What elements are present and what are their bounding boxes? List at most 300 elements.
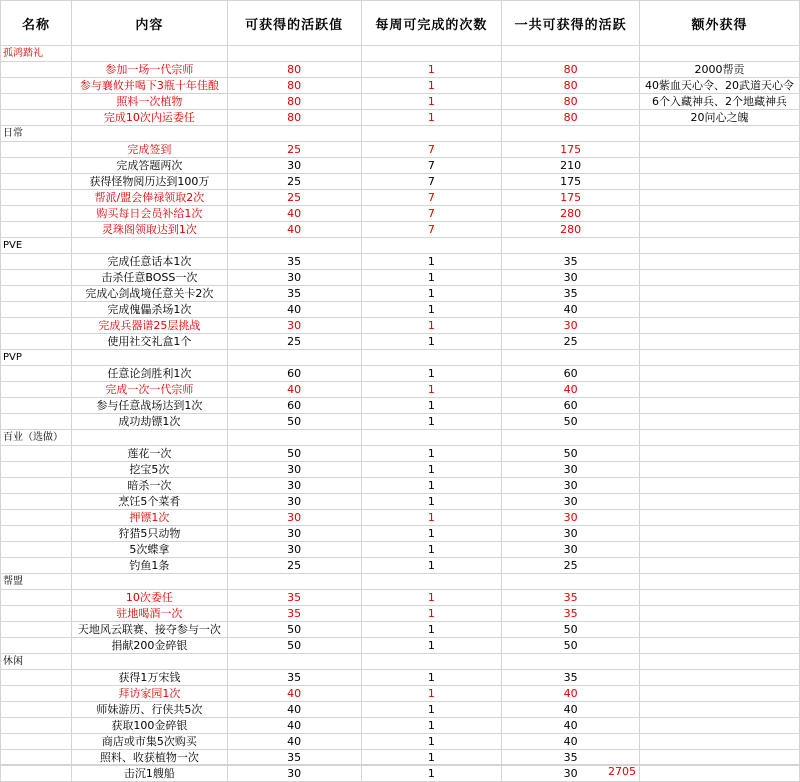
- name-cell[interactable]: [1, 766, 72, 782]
- points-cell[interactable]: 25: [227, 558, 361, 574]
- extra-cell[interactable]: [640, 590, 800, 606]
- empty-cell[interactable]: [361, 350, 502, 366]
- empty-cell[interactable]: [71, 350, 227, 366]
- extra-cell[interactable]: [640, 766, 800, 782]
- total-cell[interactable]: 175: [502, 190, 640, 206]
- table-row: [1, 270, 800, 286]
- total-cell[interactable]: 175: [502, 142, 640, 158]
- total-cell[interactable]: 280: [502, 206, 640, 222]
- points-cell[interactable]: 25: [227, 190, 361, 206]
- header-name[interactable]: 名称: [1, 1, 72, 46]
- name-cell[interactable]: [1, 414, 72, 430]
- times-cell[interactable]: 1: [361, 382, 502, 398]
- total-cell[interactable]: 25: [502, 558, 640, 574]
- empty-cell[interactable]: [640, 238, 800, 254]
- points-cell[interactable]: 25: [227, 142, 361, 158]
- header-weekly-times[interactable]: 每周可完成的次数: [361, 1, 502, 46]
- content-cell[interactable]: 拜访家园1次: [71, 686, 227, 702]
- points-cell[interactable]: 35: [227, 590, 361, 606]
- total-cell[interactable]: 40: [502, 718, 640, 734]
- content-cell[interactable]: 照料、收获植物一次: [71, 750, 227, 766]
- total-cell[interactable]: 35: [502, 590, 640, 606]
- empty-cell[interactable]: [640, 430, 800, 446]
- times-cell[interactable]: 7: [361, 142, 502, 158]
- empty-cell[interactable]: [71, 126, 227, 142]
- extra-cell[interactable]: [640, 334, 800, 350]
- total-cell[interactable]: 25: [502, 334, 640, 350]
- extra-cell[interactable]: [640, 206, 800, 222]
- extra-cell[interactable]: [640, 286, 800, 302]
- name-cell[interactable]: [1, 510, 72, 526]
- extra-cell[interactable]: [640, 190, 800, 206]
- times-cell[interactable]: 1: [361, 462, 502, 478]
- table-row: [1, 718, 800, 734]
- content-cell[interactable]: 押镖1次: [71, 510, 227, 526]
- extra-cell[interactable]: [640, 382, 800, 398]
- total-cell[interactable]: 30: [502, 478, 640, 494]
- category-label[interactable]: 百业（选做）: [1, 430, 72, 446]
- points-cell[interactable]: 40: [227, 702, 361, 718]
- total-cell[interactable]: 35: [502, 606, 640, 622]
- empty-cell[interactable]: [71, 574, 227, 590]
- category-row-leisure: [1, 654, 800, 670]
- times-cell[interactable]: 1: [361, 670, 502, 686]
- grand-total[interactable]: 2705: [608, 765, 636, 778]
- points-cell[interactable]: 50: [227, 414, 361, 430]
- extra-cell[interactable]: 6个入藏神兵、2个地藏神兵: [640, 94, 800, 110]
- empty-cell[interactable]: [502, 238, 640, 254]
- extra-cell[interactable]: [640, 734, 800, 750]
- name-cell[interactable]: [1, 286, 72, 302]
- content-cell[interactable]: 完成一次一代宗师: [71, 382, 227, 398]
- total-cell[interactable]: 30: [502, 766, 640, 782]
- total-cell[interactable]: 175: [502, 174, 640, 190]
- extra-cell[interactable]: [640, 638, 800, 654]
- times-cell[interactable]: 1: [361, 414, 502, 430]
- total-cell[interactable]: 60: [502, 366, 640, 382]
- times-cell[interactable]: 1: [361, 78, 502, 94]
- empty-cell[interactable]: [640, 350, 800, 366]
- name-cell[interactable]: [1, 446, 72, 462]
- times-cell[interactable]: 1: [361, 446, 502, 462]
- points-cell[interactable]: 25: [227, 174, 361, 190]
- times-cell[interactable]: 1: [361, 526, 502, 542]
- extra-cell[interactable]: 40紫血天心令、20武道天心令: [640, 78, 800, 94]
- total-cell[interactable]: 30: [502, 526, 640, 542]
- total-cell[interactable]: 30: [502, 462, 640, 478]
- category-label[interactable]: 休闲: [1, 654, 72, 670]
- content-cell[interactable]: 帮派/盟会俸禄领取2次: [71, 190, 227, 206]
- times-cell[interactable]: 1: [361, 558, 502, 574]
- total-cell[interactable]: 50: [502, 638, 640, 654]
- name-cell[interactable]: [1, 638, 72, 654]
- total-cell[interactable]: 40: [502, 702, 640, 718]
- name-cell[interactable]: [1, 302, 72, 318]
- empty-cell[interactable]: [502, 574, 640, 590]
- name-cell[interactable]: [1, 606, 72, 622]
- extra-cell[interactable]: [640, 398, 800, 414]
- times-cell[interactable]: 1: [361, 622, 502, 638]
- name-cell[interactable]: [1, 334, 72, 350]
- times-cell[interactable]: 1: [361, 542, 502, 558]
- points-cell[interactable]: 35: [227, 670, 361, 686]
- empty-cell[interactable]: [227, 430, 361, 446]
- table-row: [1, 222, 800, 238]
- total-cell[interactable]: 30: [502, 542, 640, 558]
- table-row: [1, 414, 800, 430]
- points-cell[interactable]: 30: [227, 510, 361, 526]
- points-cell[interactable]: 30: [227, 478, 361, 494]
- extra-cell[interactable]: [640, 318, 800, 334]
- times-cell[interactable]: 1: [361, 334, 502, 350]
- name-cell[interactable]: [1, 590, 72, 606]
- points-cell[interactable]: 60: [227, 398, 361, 414]
- points-cell[interactable]: 50: [227, 622, 361, 638]
- extra-cell[interactable]: [640, 542, 800, 558]
- content-cell[interactable]: 钓鱼1条: [71, 558, 227, 574]
- empty-cell[interactable]: [227, 126, 361, 142]
- empty-cell[interactable]: [71, 430, 227, 446]
- name-cell[interactable]: [1, 686, 72, 702]
- table-row: [1, 606, 800, 622]
- category-row-pve: [1, 238, 800, 254]
- category-label[interactable]: 日常: [1, 126, 72, 142]
- name-cell[interactable]: [1, 542, 72, 558]
- extra-cell[interactable]: [640, 446, 800, 462]
- extra-cell[interactable]: [640, 526, 800, 542]
- times-cell[interactable]: 1: [361, 318, 502, 334]
- category-label[interactable]: 帮盟: [1, 574, 72, 590]
- content-cell[interactable]: 获得怪物阅历达到100万: [71, 174, 227, 190]
- times-cell[interactable]: 1: [361, 766, 502, 782]
- points-cell[interactable]: 40: [227, 222, 361, 238]
- name-cell[interactable]: [1, 622, 72, 638]
- times-cell[interactable]: 1: [361, 718, 502, 734]
- extra-cell[interactable]: [640, 478, 800, 494]
- content-cell[interactable]: 师妹游历、行侠共5次: [71, 702, 227, 718]
- empty-cell[interactable]: [361, 654, 502, 670]
- extra-cell[interactable]: [640, 510, 800, 526]
- empty-cell[interactable]: [502, 654, 640, 670]
- name-cell[interactable]: [1, 174, 72, 190]
- times-cell[interactable]: 1: [361, 286, 502, 302]
- content-cell[interactable]: 天地风云联赛、接夺参与一次: [71, 622, 227, 638]
- points-cell[interactable]: 80: [227, 110, 361, 126]
- total-cell[interactable]: 210: [502, 158, 640, 174]
- name-cell[interactable]: [1, 222, 72, 238]
- empty-cell[interactable]: [227, 238, 361, 254]
- times-cell[interactable]: 1: [361, 686, 502, 702]
- category-row-daily: [1, 126, 800, 142]
- extra-cell[interactable]: [640, 174, 800, 190]
- extra-cell[interactable]: [640, 702, 800, 718]
- extra-cell[interactable]: 2000帮贡: [640, 62, 800, 78]
- content-cell[interactable]: 完成答题两次: [71, 158, 227, 174]
- content-cell[interactable]: 完成签到: [71, 142, 227, 158]
- extra-cell[interactable]: [640, 462, 800, 478]
- name-cell[interactable]: [1, 670, 72, 686]
- header-total-points[interactable]: 一共可获得的活跃: [502, 1, 640, 46]
- content-cell[interactable]: 烹饪5个菜肴: [71, 494, 227, 510]
- extra-cell[interactable]: [640, 158, 800, 174]
- total-cell[interactable]: 80: [502, 110, 640, 126]
- content-cell[interactable]: 捐献200金碎银: [71, 638, 227, 654]
- empty-cell[interactable]: [361, 574, 502, 590]
- times-cell[interactable]: 1: [361, 94, 502, 110]
- times-cell[interactable]: 7: [361, 190, 502, 206]
- header-content[interactable]: 内容: [71, 1, 227, 46]
- name-cell[interactable]: [1, 110, 72, 126]
- extra-cell[interactable]: 20问心之魄: [640, 110, 800, 126]
- content-cell[interactable]: 获得1万宋钱: [71, 670, 227, 686]
- total-cell[interactable]: 30: [502, 494, 640, 510]
- content-cell[interactable]: 照料一次植物: [71, 94, 227, 110]
- name-cell[interactable]: [1, 398, 72, 414]
- content-cell[interactable]: 获取100金碎银: [71, 718, 227, 734]
- times-cell[interactable]: 1: [361, 510, 502, 526]
- total-cell[interactable]: 50: [502, 414, 640, 430]
- content-cell[interactable]: 使用社交礼盒1个: [71, 334, 227, 350]
- points-cell[interactable]: 40: [227, 206, 361, 222]
- total-cell[interactable]: 280: [502, 222, 640, 238]
- header-extra[interactable]: 额外获得: [640, 1, 800, 46]
- times-cell[interactable]: 7: [361, 222, 502, 238]
- extra-cell[interactable]: [640, 494, 800, 510]
- points-cell[interactable]: 80: [227, 94, 361, 110]
- empty-cell[interactable]: [361, 238, 502, 254]
- category-label[interactable]: PVE: [1, 238, 72, 254]
- name-cell[interactable]: [1, 718, 72, 734]
- empty-cell[interactable]: [640, 574, 800, 590]
- total-cell[interactable]: 80: [502, 78, 640, 94]
- name-cell[interactable]: [1, 318, 72, 334]
- times-cell[interactable]: 1: [361, 702, 502, 718]
- name-cell[interactable]: [1, 558, 72, 574]
- times-cell[interactable]: 1: [361, 638, 502, 654]
- extra-cell[interactable]: [640, 558, 800, 574]
- total-cell[interactable]: 80: [502, 94, 640, 110]
- times-cell[interactable]: 1: [361, 606, 502, 622]
- table-row: [1, 638, 800, 654]
- name-cell[interactable]: [1, 366, 72, 382]
- name-cell[interactable]: [1, 526, 72, 542]
- empty-cell[interactable]: [502, 350, 640, 366]
- table-row: [1, 670, 800, 686]
- category-label[interactable]: PVP: [1, 350, 72, 366]
- total-cell[interactable]: 40: [502, 382, 640, 398]
- content-cell[interactable]: 暗杀一次: [71, 478, 227, 494]
- total-cell[interactable]: 50: [502, 446, 640, 462]
- extra-cell[interactable]: [640, 222, 800, 238]
- name-cell[interactable]: [1, 270, 72, 286]
- content-cell[interactable]: 完成兵器谱25层挑战: [71, 318, 227, 334]
- points-cell[interactable]: 40: [227, 718, 361, 734]
- times-cell[interactable]: 1: [361, 254, 502, 270]
- empty-cell[interactable]: [227, 350, 361, 366]
- empty-cell[interactable]: [361, 430, 502, 446]
- total-cell[interactable]: 60: [502, 398, 640, 414]
- empty-cell[interactable]: [71, 238, 227, 254]
- name-cell[interactable]: [1, 158, 72, 174]
- times-cell[interactable]: 1: [361, 494, 502, 510]
- content-cell[interactable]: 狩猎5只动物: [71, 526, 227, 542]
- name-cell[interactable]: [1, 190, 72, 206]
- empty-cell[interactable]: [361, 126, 502, 142]
- table-row: [1, 94, 800, 110]
- total-cell[interactable]: 35: [502, 670, 640, 686]
- category-label[interactable]: 孤鸿踏礼: [1, 46, 72, 62]
- extra-cell[interactable]: [640, 414, 800, 430]
- content-cell[interactable]: 击杀任意BOSS一次: [71, 270, 227, 286]
- content-cell[interactable]: 完成任意话本1次: [71, 254, 227, 270]
- table-row: [1, 734, 800, 750]
- points-cell[interactable]: 35: [227, 286, 361, 302]
- name-cell[interactable]: [1, 734, 72, 750]
- extra-cell[interactable]: [640, 622, 800, 638]
- name-cell[interactable]: [1, 462, 72, 478]
- points-cell[interactable]: 30: [227, 526, 361, 542]
- name-cell[interactable]: [1, 494, 72, 510]
- times-cell[interactable]: 1: [361, 750, 502, 766]
- content-cell[interactable]: 参加一场一代宗师: [71, 62, 227, 78]
- empty-cell[interactable]: [227, 654, 361, 670]
- extra-cell[interactable]: [640, 270, 800, 286]
- times-cell[interactable]: 1: [361, 366, 502, 382]
- name-cell[interactable]: [1, 94, 72, 110]
- total-cell[interactable]: 80: [502, 62, 640, 78]
- times-cell[interactable]: 7: [361, 158, 502, 174]
- name-cell[interactable]: [1, 478, 72, 494]
- name-cell[interactable]: [1, 78, 72, 94]
- points-cell[interactable]: 30: [227, 158, 361, 174]
- empty-cell[interactable]: [640, 654, 800, 670]
- times-cell[interactable]: 1: [361, 110, 502, 126]
- points-cell[interactable]: 30: [227, 766, 361, 782]
- content-cell[interactable]: 任意论剑胜利1次: [71, 366, 227, 382]
- points-cell[interactable]: 50: [227, 446, 361, 462]
- total-cell[interactable]: 35: [502, 254, 640, 270]
- empty-cell[interactable]: [71, 654, 227, 670]
- content-cell[interactable]: 挖宝5次: [71, 462, 227, 478]
- empty-cell[interactable]: [502, 430, 640, 446]
- points-cell[interactable]: 35: [227, 750, 361, 766]
- table-row: [1, 542, 800, 558]
- extra-cell[interactable]: [640, 686, 800, 702]
- total-cell[interactable]: 40: [502, 302, 640, 318]
- times-cell[interactable]: 1: [361, 302, 502, 318]
- points-cell[interactable]: 35: [227, 254, 361, 270]
- total-cell[interactable]: 40: [502, 734, 640, 750]
- empty-cell[interactable]: [640, 46, 800, 62]
- content-cell[interactable]: 10次委任: [71, 590, 227, 606]
- table-row: [1, 206, 800, 222]
- times-cell[interactable]: 1: [361, 478, 502, 494]
- extra-cell[interactable]: [640, 606, 800, 622]
- points-cell[interactable]: 40: [227, 302, 361, 318]
- empty-cell[interactable]: [227, 46, 361, 62]
- empty-cell[interactable]: [227, 574, 361, 590]
- times-cell[interactable]: 7: [361, 206, 502, 222]
- points-cell[interactable]: 30: [227, 542, 361, 558]
- extra-cell[interactable]: [640, 302, 800, 318]
- content-cell[interactable]: 灵珠阁领取达到1次: [71, 222, 227, 238]
- total-cell[interactable]: 35: [502, 286, 640, 302]
- points-cell[interactable]: 40: [227, 734, 361, 750]
- content-cell[interactable]: 参与襄攸并喝下3瓶十年佳酿: [71, 78, 227, 94]
- points-cell[interactable]: 60: [227, 366, 361, 382]
- total-cell[interactable]: 50: [502, 622, 640, 638]
- total-cell[interactable]: 30: [502, 318, 640, 334]
- times-cell[interactable]: 1: [361, 398, 502, 414]
- content-cell[interactable]: 击沉1艘船: [71, 766, 227, 782]
- times-cell[interactable]: 1: [361, 62, 502, 78]
- extra-cell[interactable]: [640, 718, 800, 734]
- extra-cell[interactable]: [640, 142, 800, 158]
- name-cell[interactable]: [1, 62, 72, 78]
- table-row: [1, 526, 800, 542]
- content-cell[interactable]: 莲花一次: [71, 446, 227, 462]
- extra-cell[interactable]: [640, 670, 800, 686]
- points-cell[interactable]: 30: [227, 270, 361, 286]
- times-cell[interactable]: 1: [361, 270, 502, 286]
- name-cell[interactable]: [1, 206, 72, 222]
- empty-cell[interactable]: [502, 46, 640, 62]
- total-cell[interactable]: 30: [502, 270, 640, 286]
- name-cell[interactable]: [1, 254, 72, 270]
- times-cell[interactable]: 1: [361, 590, 502, 606]
- header-points[interactable]: 可获得的活跃值: [227, 1, 361, 46]
- name-cell[interactable]: [1, 142, 72, 158]
- points-cell[interactable]: 40: [227, 686, 361, 702]
- content-cell[interactable]: 完成10次内运委任: [71, 110, 227, 126]
- total-cell[interactable]: 40: [502, 686, 640, 702]
- points-cell[interactable]: 35: [227, 606, 361, 622]
- table-row: [1, 702, 800, 718]
- points-cell[interactable]: 80: [227, 62, 361, 78]
- table-row: [1, 142, 800, 158]
- points-cell[interactable]: 30: [227, 494, 361, 510]
- points-cell[interactable]: 80: [227, 78, 361, 94]
- times-cell[interactable]: 7: [361, 174, 502, 190]
- empty-cell[interactable]: [71, 46, 227, 62]
- empty-cell[interactable]: [640, 126, 800, 142]
- table-row: [1, 446, 800, 462]
- extra-cell[interactable]: [640, 254, 800, 270]
- empty-cell[interactable]: [502, 126, 640, 142]
- points-cell[interactable]: 30: [227, 318, 361, 334]
- content-cell[interactable]: 商店或市集5次购买: [71, 734, 227, 750]
- content-cell[interactable]: 5次蝶拿: [71, 542, 227, 558]
- content-cell[interactable]: 完成心剑战境任意关卡2次: [71, 286, 227, 302]
- content-cell[interactable]: 成功劫镖1次: [71, 414, 227, 430]
- times-cell[interactable]: 1: [361, 734, 502, 750]
- extra-cell[interactable]: [640, 366, 800, 382]
- total-cell[interactable]: 30: [502, 510, 640, 526]
- content-cell[interactable]: 购买每日会员补给1次: [71, 206, 227, 222]
- empty-cell[interactable]: [361, 46, 502, 62]
- content-cell[interactable]: 完成傀儡杀场1次: [71, 302, 227, 318]
- name-cell[interactable]: [1, 702, 72, 718]
- table-row: [1, 254, 800, 270]
- points-cell[interactable]: 25: [227, 334, 361, 350]
- content-cell[interactable]: 驻地喝酒一次: [71, 606, 227, 622]
- points-cell[interactable]: 30: [227, 462, 361, 478]
- name-cell[interactable]: [1, 382, 72, 398]
- content-cell[interactable]: 参与任意战场达到1次: [71, 398, 227, 414]
- points-cell[interactable]: 40: [227, 382, 361, 398]
- total-cell[interactable]: 35: [502, 750, 640, 766]
- points-cell[interactable]: 50: [227, 638, 361, 654]
